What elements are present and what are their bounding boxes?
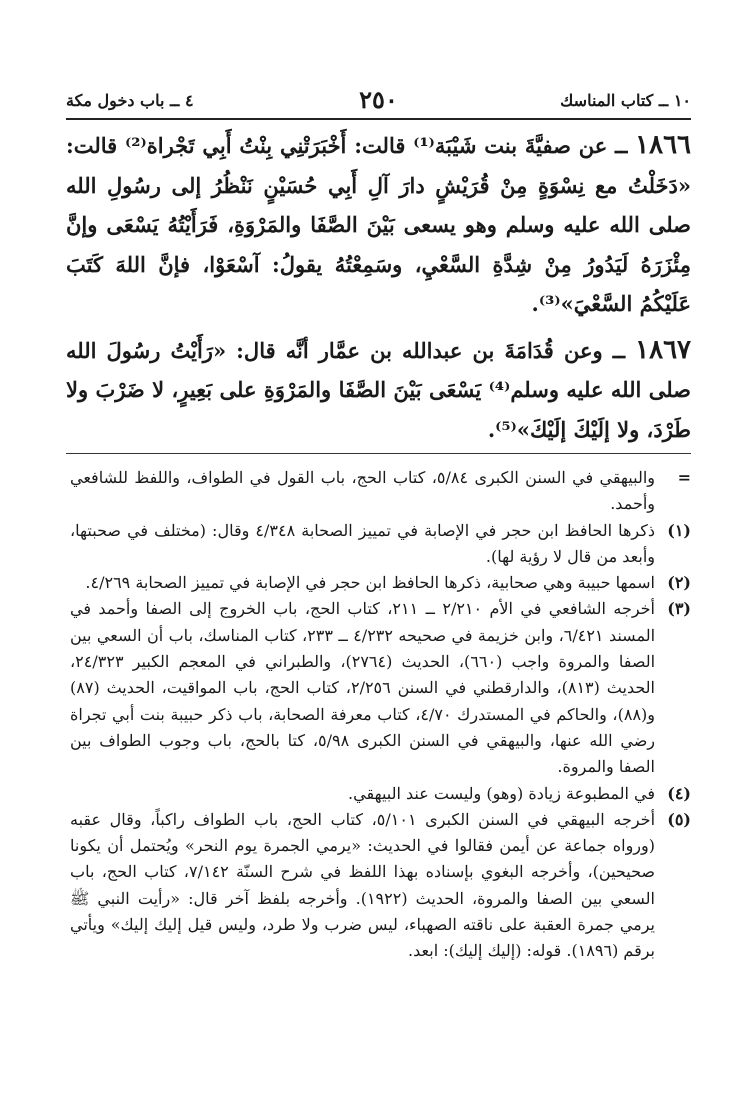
footnote-marker: (٣) bbox=[667, 599, 691, 619]
hadith-1866 bbox=[66, 126, 691, 324]
footnotes bbox=[70, 465, 691, 965]
footnote-marker: = bbox=[677, 468, 691, 487]
footnote-text: اسمها حبيبة وهي صحابية، ذكرها الحافظ ابن حجر في الإصابة في تمييز الصحابة ٤/٢٦٩. bbox=[85, 573, 655, 593]
hadith-text: ــ عن صفيَّةَ بنت شَيْبَة⁽¹⁾ قالت: أَخْبَرَتْنِي بِنْتُ أَبِي تَجْراة⁽²⁾ قالت: «دَخَلْتُ مع نِسْوَةٍ مِنْ قُرَيْشٍ دارَ آلِ أَبِي حُسَيْنٍ نَنْظُرُ إلى رسُولِ الله صلى الله عليه وسلم وهو يسعى بَيْنَ الصَّفَا والمَرْوَةِ، فَرَأَيْتُهُ يَسْعَى وإنَّ مِئْزَرَهُ لَيَدُورُ مِنْ شِدَّةِ السَّعْيِ، وسَمِعْتُهُ يقولُ: آسْعَوْا، فإنَّ اللهَ كَتَبَ عَلَيْكُمُ السَّعْيَ»⁽³⁾. bbox=[66, 133, 691, 316]
main-text bbox=[66, 126, 691, 456]
footnote-4 bbox=[70, 781, 691, 807]
footnote-5 bbox=[70, 807, 691, 965]
footnote-text: أخرجه البيهقي في السنن الكبرى ٥/١٠١، كتاب الحج، باب الطواف راكباً، وقال عقبه (ورواه جماعة عن أيمن فقالوا في الحديث: «يرمي الجمرة يوم النحر» ويُحتمل أن يكونا صحيحين)، وأخرجه البغوي بإسناده بهذا اللفظ في شرح السنّة ٧/١٤٢، كتاب الحج، باب السعي بين الصفا والمروة، الحديث (١٩٢٢). وأخرجه بلفظ آخر قال: «رأيت النبي ﷺ يرمي جمرة العقبة على ناقته الصهباء، ليس ضرب ولا طرد، وليس قيل إليك إليك» ويأتي برقم (١٨٩٦). قوله: (إليك إليك): ابعد. bbox=[70, 809, 656, 961]
footnote-text: ذكرها الحافظ ابن حجر في الإصابة في تمييز الصحابة ٤/٣٤٨ وقال: (مختلف في صحبتها، وأبعد من قال لا رؤية لها). bbox=[70, 520, 655, 566]
footnote-text: أخرجه الشافعي في الأم ٢/٢١٠ ــ ٢١١، كتاب الحج، باب الخروج إلى الصفا وأحمد في المسند ٦/٤٢١، وابن خزيمة في صحيحه ٤/٢٣٢ ــ ٢٣٣، كتاب المناسك، باب أن السعي بين الصفا والمروة واجب (٦٦٠)، الحديث (٢٧٦٤)، والطبراني في المعجم الكبير ٢٤/٣٢٣، الحديث (٨١٣)، والدارقطني في السنن ٢/٢٥٦، كتاب الحج، باب المواقيت، الحديث (٨٧) و(٨٨)، والحاكم في المستدرك ٤/٧٠، كتاب معرفة الصحابة، باب ذكر حبيبة بنت أبي تجراة رضي الله عنها، والبيهقي في السنن الكبرى ٥/٩٨، كتا بالحج، باب وجوب الطواف بين الصفا والمروة. bbox=[70, 599, 656, 777]
chapter-title: ١٠ ــ كتاب المناسك bbox=[560, 91, 691, 110]
footnote-2 bbox=[70, 570, 691, 596]
footnote-marker: (٢) bbox=[667, 573, 691, 593]
footnote-continued bbox=[70, 465, 691, 518]
hadith-number: ١٨٦٧ bbox=[635, 334, 691, 365]
footnote-marker: (١) bbox=[667, 520, 691, 540]
footnote-divider bbox=[66, 453, 691, 454]
footnote-text: والبيهقي في السنن الكبرى ٥/٨٤، كتاب الحج، باب القول في الطواف، واللفظ للشافعي وأحمد. bbox=[70, 468, 655, 514]
footnote-text: في المطبوعة زيادة (وهو) وليست عند البيهقي. bbox=[348, 783, 655, 803]
header-rule bbox=[66, 118, 691, 120]
footnote-marker: (٥) bbox=[667, 809, 691, 829]
hadith-1867 bbox=[66, 331, 691, 450]
footnote-marker: (٤) bbox=[667, 783, 691, 803]
hadith-text: ــ وعن قُدَامَةَ بن عبدالله بن عمَّار أنَّه قال: «رَأَيْتُ رسُولَ الله صلى الله عليه وسلم⁽⁴⁾ يَسْعَى بَيْنَ الصَّفَا والمَرْوَةِ على بَعِيرٍ، لا ضَرْبَ ولا طَرْدَ، ولا إلَيْكَ إلَيْكَ»⁽⁵⁾. bbox=[66, 337, 691, 442]
footnote-3 bbox=[70, 596, 691, 780]
page-number: ٢٥٠ bbox=[359, 85, 398, 114]
page-header bbox=[66, 85, 691, 117]
footnote-1 bbox=[70, 518, 691, 571]
section-title: ٤ ــ باب دخول مكة bbox=[66, 91, 194, 110]
hadith-number: ١٨٦٦ bbox=[635, 130, 692, 160]
